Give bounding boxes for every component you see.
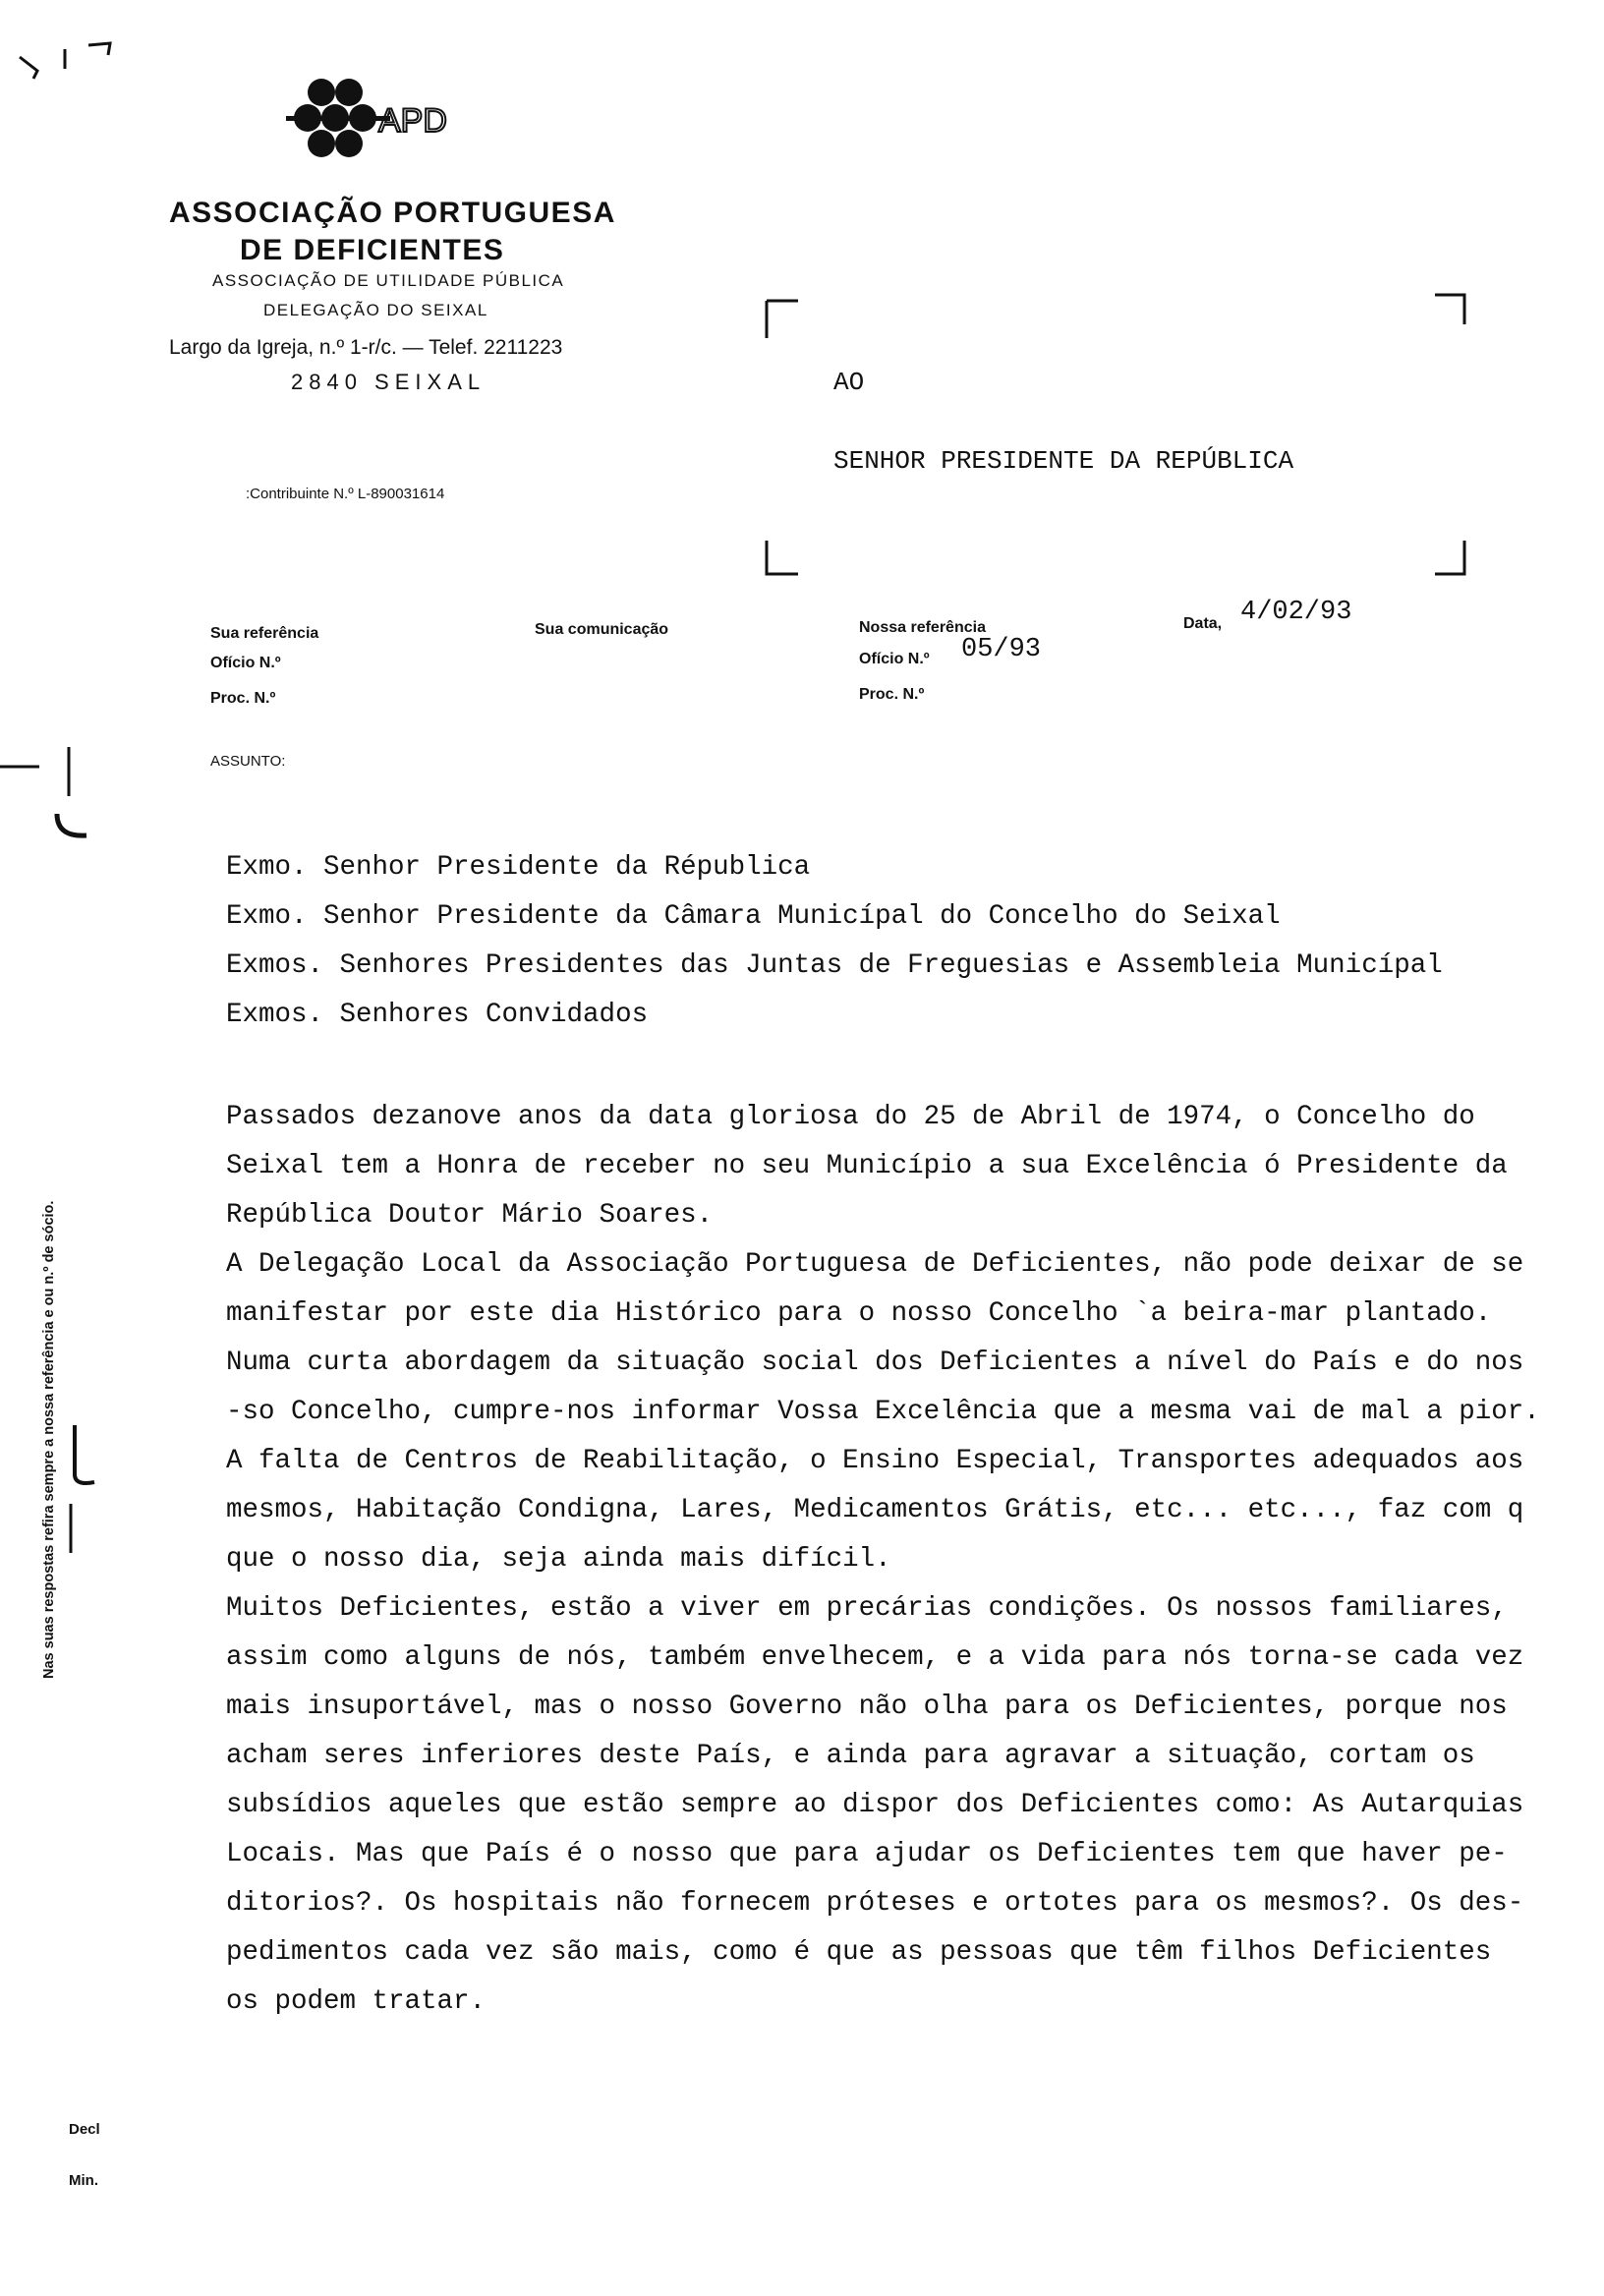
- letter-body: [226, 1093, 1543, 2027]
- salutation-block: [226, 843, 1543, 1040]
- body-line: A falta de Centros de Reabilitação, o Ensino Especial, Transportes adequados aos: [226, 1446, 1524, 1476]
- window-corner-tr: [1435, 295, 1464, 324]
- your-office-label: Ofício N.º: [210, 655, 281, 671]
- body-line: República Doutor Mário Soares.: [226, 1200, 714, 1231]
- logo-text: APD: [378, 102, 447, 140]
- scan-mark: [88, 43, 110, 55]
- recipient-prefix: AO: [833, 368, 865, 397]
- our-office-value: 05/93: [961, 635, 1042, 664]
- body-line: Numa curta abordagem da situação social dos Deficientes a nível do País e do nos: [226, 1348, 1524, 1378]
- body-line: mais insuportável, mas o nosso Governo não olha para os Deficientes, porque nos: [226, 1692, 1508, 1722]
- window-corner-br: [1435, 541, 1464, 574]
- org-delegation: DELEGAÇÃO DO SEIXAL: [263, 301, 488, 319]
- salutation-line: Exmos. Senhores Presidentes das Juntas de Freguesias e Assembleia Municípal: [226, 950, 1443, 981]
- org-subtitle: ASSOCIAÇÃO DE UTILIDADE PÚBLICA: [212, 271, 565, 290]
- body-line: manifestar por este dia Histórico para o nosso Concelho `a beira-mar plantado.: [226, 1298, 1492, 1329]
- body-line: A Delegação Local da Associação Portuguesa de Deficientes, não pode deixar de se: [226, 1249, 1524, 1280]
- apd-logo-mark: [280, 71, 477, 179]
- our-reference-label: Nossa referência: [859, 619, 986, 636]
- salutation-line: Exmos. Senhores Convidados: [226, 1000, 649, 1030]
- salutation-line: Exmo. Senhor Presidente da Républica: [226, 852, 811, 883]
- margin-note: Nas suas respostas refira sempre a nossa referência e ou n.º de sócio.: [41, 1200, 57, 1679]
- footer-decl: Decl: [69, 2121, 100, 2138]
- your-reference-label: Sua referência: [210, 625, 319, 642]
- window-corner-bl: [767, 541, 798, 574]
- your-proc-label: Proc. N.º: [210, 690, 276, 707]
- fold-mark: [57, 814, 86, 835]
- body-line: subsídios aqueles que estão sempre ao dispor dos Deficientes como: As Autarquias: [226, 1790, 1524, 1820]
- body-line: os podem tratar.: [226, 1986, 487, 2017]
- body-line: assim como alguns de nós, também envelhecem, e a vida para nós torna-se cada vez: [226, 1642, 1524, 1673]
- org-name-line1: ASSOCIAÇÃO PORTUGUESA: [169, 197, 616, 229]
- body-line: -so Concelho, cumpre-nos informar Vossa Excelência que a mesma vai de mal a pior.: [226, 1397, 1540, 1427]
- footer-min: Min.: [69, 2172, 98, 2189]
- subject-label: ASSUNTO:: [210, 753, 286, 770]
- org-address: Largo da Igreja, n.º 1-r/c. — Telef. 2211223: [169, 336, 563, 359]
- body-line: Passados dezanove anos da data gloriosa do 25 de Abril de 1974, o Concelho do: [226, 1102, 1475, 1132]
- body-line: pedimentos cada vez são mais, como é que as pessoas que têm filhos Deficientes: [226, 1937, 1492, 1968]
- date-value: 4/02/93: [1240, 598, 1352, 627]
- org-name-line2: DE DEFICIENTES: [240, 234, 505, 266]
- our-proc-label: Proc. N.º: [859, 686, 925, 703]
- contributor-number: :Contribuinte N.º L-890031614: [246, 486, 445, 502]
- org-city: 2840 SEIXAL: [291, 370, 487, 394]
- your-communication-label: Sua comunicação: [535, 621, 669, 638]
- apd-logo: [280, 71, 477, 179]
- body-line: mesmos, Habitação Condigna, Lares, Medicamentos Grátis, etc... etc..., faz com q: [226, 1495, 1524, 1525]
- body-line: que o nosso dia, seja ainda mais difícil.: [226, 1544, 891, 1575]
- date-label: Data,: [1183, 615, 1223, 632]
- body-line: Seixal tem a Honra de receber no seu Município a sua Excelência ó Presidente da: [226, 1151, 1508, 1181]
- scan-mark: [20, 57, 37, 79]
- body-line: Locais. Mas que País é o nosso que para ajudar os Deficientes tem que haver pe-: [226, 1839, 1508, 1869]
- recipient-name: SENHOR PRESIDENTE DA REPÚBLICA: [833, 446, 1294, 476]
- body-line: Muitos Deficientes, estão a viver em precárias condições. Os nossos familiares,: [226, 1593, 1508, 1624]
- window-corner-tl: [767, 301, 798, 338]
- body-line: ditorios?. Os hospitais não fornecem próteses e ortotes para os mesmos?. Os des-: [226, 1888, 1524, 1919]
- salutation-line: Exmo. Senhor Presidente da Câmara Municípal do Concelho do Seixal: [226, 901, 1281, 932]
- our-office-label: Ofício N.º: [859, 651, 930, 667]
- fold-mark: [75, 1425, 94, 1483]
- body-line: acham seres inferiores deste País, e ainda para agravar a situação, cortam os: [226, 1741, 1475, 1771]
